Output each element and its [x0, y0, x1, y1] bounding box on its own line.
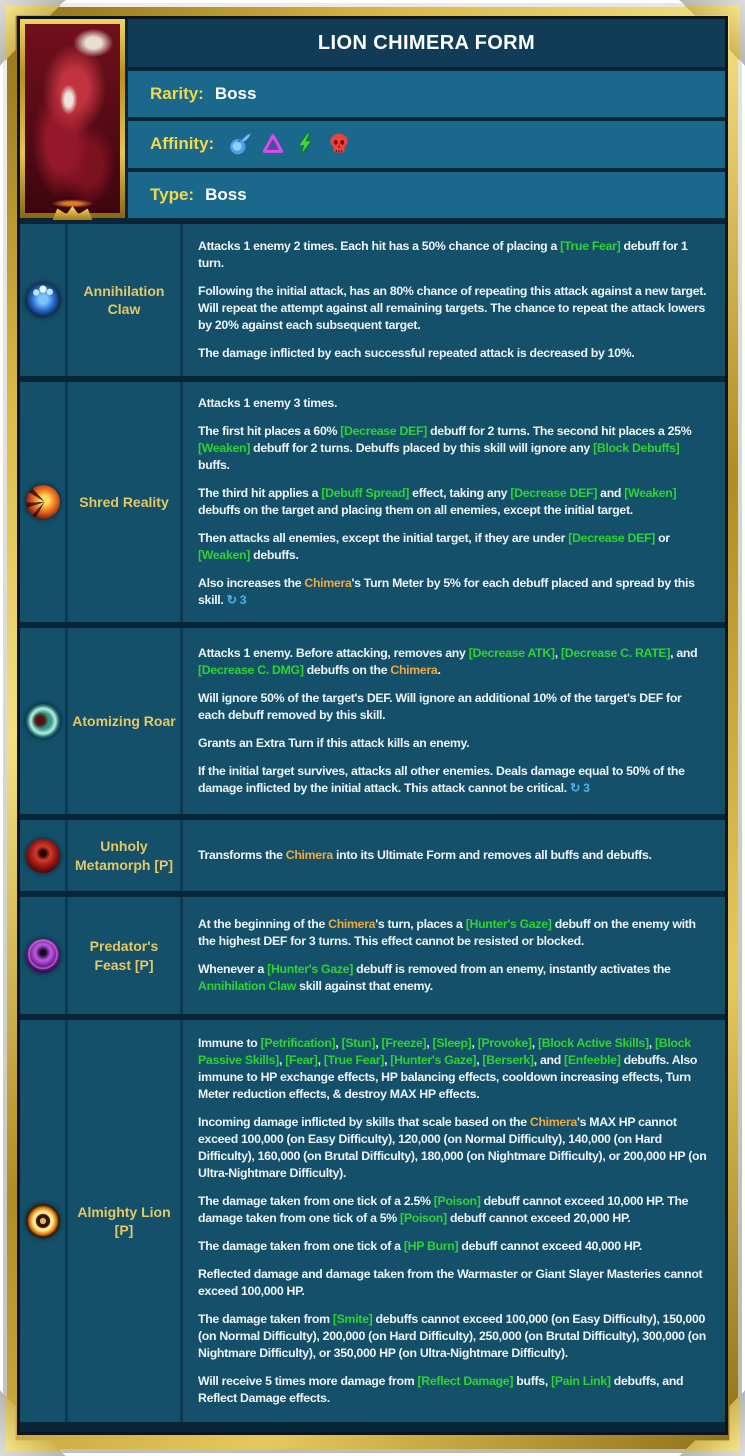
text-segment: Then attacks all enemies, except the initial target, if they are under	[198, 531, 569, 545]
text-segment: [Smite]	[332, 1312, 373, 1326]
skill-paragraph	[198, 1035, 707, 1103]
type-row	[128, 172, 725, 218]
skill-name: Shred Reality	[79, 493, 169, 510]
atomizing-roar-icon	[26, 704, 60, 738]
text-segment: [Debuff Spread]	[321, 486, 410, 500]
unholy-metamorph-icon	[26, 839, 60, 873]
affinity-spirit-lightning-icon	[293, 131, 319, 157]
affinity-row	[128, 121, 725, 167]
text-segment: The damage taken from one tick of a 2.5%	[198, 1194, 434, 1208]
skill-icon-cell	[20, 1020, 65, 1422]
text-segment: debuffs on the	[303, 663, 391, 677]
text-segment: 's Turn Meter by 5% for each debuff placed and spread by this skill.	[198, 576, 695, 607]
text-segment: Chimera	[328, 917, 376, 931]
skill-row	[20, 820, 725, 891]
text-segment: [Sleep]	[432, 1036, 472, 1050]
text-segment: debuff cannot exceed 10,000 HP. The damage taken from one tick of a 5%	[198, 1194, 689, 1225]
skill-name-cell	[68, 897, 180, 1014]
text-segment: ,	[476, 1053, 483, 1067]
text-segment: [Stun]	[341, 1036, 376, 1050]
skill-name-cell	[68, 224, 180, 376]
text-segment: debuff cannot exceed 20,000 HP.	[446, 1211, 631, 1225]
text-segment: , and	[533, 1053, 565, 1067]
text-segment: ,	[471, 1036, 478, 1050]
skill-paragraph	[198, 690, 707, 724]
page-title: LION CHIMERA FORM	[317, 31, 536, 54]
skill-paragraph	[198, 345, 707, 362]
info-card	[20, 19, 725, 1432]
text-segment: ,	[335, 1036, 342, 1050]
text-segment: skill against that enemy.	[296, 979, 433, 993]
cooldown-indicator: ↻ 3	[227, 593, 247, 607]
rarity-value: Boss	[214, 84, 257, 104]
text-segment: debuffs on the target and placing them on all enemies, except the initial target.	[198, 503, 633, 517]
affinity-void-skull-icon	[326, 131, 352, 157]
rarity-label: Rarity:	[150, 84, 204, 104]
skill-paragraph	[198, 530, 707, 564]
text-segment: buffs.	[198, 458, 230, 472]
skill-description	[183, 820, 725, 891]
chimera-artwork	[25, 24, 120, 213]
text-segment: debuff for 2 turns. Debuffs placed by this skill will ignore any	[250, 441, 594, 455]
skill-icon-cell	[20, 820, 65, 891]
skill-name-cell	[68, 628, 180, 814]
text-segment: Grants an Extra Turn if this attack kills an enemy.	[198, 736, 470, 750]
text-segment: or	[654, 531, 670, 545]
text-segment: [Freeze]	[381, 1036, 427, 1050]
skill-paragraph	[198, 735, 707, 752]
text-segment: Chimera	[285, 848, 333, 862]
skill-icon-cell	[20, 628, 65, 814]
text-segment: [True Fear]	[560, 239, 621, 253]
rarity-row	[128, 71, 725, 117]
text-segment: debuffs cannot exceed 100,000 (on Easy Difficulty), 150,000 (on Normal Difficulty), 200,000 (on Hard Difficulty), 250,000 (on Brutal Difficulty), 300,000 (on Nightmare Difficulty), or 350,000 HP (on Ultra-Nightmare Difficulty).	[198, 1312, 706, 1360]
skill-name-cell	[68, 820, 180, 891]
text-segment: [Decrease DEF]	[510, 486, 598, 500]
skill-description	[183, 224, 725, 376]
text-segment: The third hit applies a	[198, 486, 322, 500]
skill-name: Atomizing Roar	[72, 712, 176, 729]
skill-icon-cell	[20, 897, 65, 1014]
skill-paragraph	[198, 1311, 707, 1362]
text-segment: [Weaken]	[198, 441, 251, 455]
text-segment: effect, taking any	[409, 486, 511, 500]
text-segment: ,	[384, 1053, 391, 1067]
text-segment: [Decrease ATK]	[468, 646, 555, 660]
text-segment: [Block Passive Skills]	[198, 1036, 691, 1067]
text-segment: [Reflect Damage]	[417, 1374, 514, 1388]
text-segment: [Decrease C. DMG]	[198, 663, 304, 677]
skill-description	[183, 1020, 725, 1422]
text-segment: into its Ultimate Form and removes all buffs and debuffs.	[332, 848, 652, 862]
skill-description	[183, 382, 725, 622]
shred-reality-icon	[26, 485, 60, 519]
text-segment: 's MAX HP cannot exceed 100,000 (on Easy Difficulty), 120,000 (on Normal Difficulty), 140,000 (on Hard Difficulty), 160,000 (on Brutal Difficulty), 180,000 (on Nightmare Difficulty), or 200,000 HP (on Ultra-Nightmare Difficulty).	[198, 1115, 707, 1180]
affinity-magic-fireball-icon	[227, 131, 253, 157]
text-segment: [Pain Link]	[551, 1374, 611, 1388]
text-segment: At the beginning of the	[198, 917, 329, 931]
affinity-icon-group	[227, 131, 352, 157]
skill-paragraph	[198, 1266, 707, 1300]
text-segment: [Hunter's Gaze]	[390, 1053, 477, 1067]
skill-paragraph	[198, 1114, 707, 1182]
text-segment: ,	[278, 1053, 286, 1067]
text-segment: If the initial target survives, attacks all other enemies. Deals damage equal to 50% of the damage inflicted by the initial attack. This attack cannot be critical.	[198, 764, 685, 795]
text-segment: debuffs. Also immune to HP exchange effects, HP balancing effects, cooldown increasing effects, Turn Meter reduction effects, & destroy MAX HP effects.	[198, 1053, 698, 1101]
text-segment: [Poison]	[433, 1194, 481, 1208]
skill-row	[20, 897, 725, 1014]
skill-description	[183, 897, 725, 1014]
text-segment: Immune to	[198, 1036, 261, 1050]
skill-paragraph	[198, 395, 707, 412]
text-segment: [Weaken]	[624, 486, 677, 500]
almighty-lion-icon	[26, 1204, 60, 1238]
text-segment: [Hunter's Gaze]	[267, 962, 354, 976]
skill-paragraph	[198, 238, 707, 272]
text-segment: Will ignore 50% of the target's DEF. Will ignore an additional 10% of the target's DEF for each debuff removed by this skill.	[198, 691, 682, 722]
skill-paragraph	[198, 423, 707, 474]
skill-name-cell	[68, 382, 180, 622]
text-segment: ,	[317, 1053, 324, 1067]
header-bands	[128, 19, 725, 218]
skill-paragraph	[198, 847, 707, 864]
text-segment: .	[437, 663, 441, 677]
text-segment: [Weaken]	[198, 548, 251, 562]
skill-paragraph	[198, 763, 707, 797]
type-value: Boss	[205, 184, 247, 204]
text-segment: [Decrease DEF]	[340, 424, 427, 438]
skill-paragraph	[198, 1238, 707, 1255]
text-segment: Annihilation Claw	[198, 979, 297, 993]
text-segment: debuffs, and Reflect Damage effects.	[198, 1374, 684, 1405]
text-segment: 's turn, places a	[375, 917, 466, 931]
text-segment: Chimera	[390, 663, 438, 677]
text-segment: Attacks 1 enemy 3 times.	[198, 396, 338, 410]
text-segment: [Decrease DEF]	[568, 531, 655, 545]
skill-icon-cell	[20, 382, 65, 622]
skill-row	[20, 224, 725, 376]
text-segment: Chimera	[529, 1115, 577, 1129]
text-segment: [Block Debuffs]	[593, 441, 680, 455]
skill-paragraph	[198, 916, 707, 950]
skill-name: Unholy Metamorph [P]	[75, 838, 173, 873]
text-segment: [Provoke]	[477, 1036, 532, 1050]
text-segment: , and	[670, 646, 698, 660]
text-segment: ,	[426, 1036, 433, 1050]
skills-table	[20, 224, 725, 1422]
text-segment: The first hit places a 60%	[198, 424, 341, 438]
skill-name-cell	[68, 1020, 180, 1422]
text-segment: [True Fear]	[323, 1053, 385, 1067]
text-segment: debuff for 1 turn.	[198, 239, 688, 270]
type-label: Type:	[150, 184, 195, 204]
skill-paragraph	[198, 961, 707, 995]
text-segment: [Fear]	[285, 1053, 318, 1067]
text-segment: buffs,	[513, 1374, 552, 1388]
text-segment: Also increases the	[198, 576, 305, 590]
text-segment: [Petrification]	[260, 1036, 336, 1050]
text-segment: Will receive 5 times more damage from	[198, 1374, 418, 1388]
text-segment: debuff cannot exceed 40,000 HP.	[458, 1239, 642, 1253]
text-segment: ,	[554, 646, 561, 660]
text-segment: Incoming damage inflicted by skills that scale based on the	[198, 1115, 530, 1129]
skill-name: Predator's Feast [P]	[89, 938, 159, 973]
title-band	[128, 19, 725, 67]
skill-row	[20, 1020, 725, 1422]
affinity-label: Affinity:	[150, 134, 215, 154]
text-segment: [Block Active Skills]	[537, 1036, 649, 1050]
text-segment: ,	[531, 1036, 538, 1050]
text-segment: Whenever a	[198, 962, 268, 976]
cooldown-indicator: ↻ 3	[570, 781, 590, 795]
text-segment: Reflected damage and damage taken from the Warmaster or Giant Slayer Masteries cannot exceed 100,000 HP.	[198, 1267, 703, 1298]
text-segment: ,	[375, 1036, 382, 1050]
skill-paragraph	[198, 1373, 707, 1407]
skill-description	[183, 628, 725, 814]
text-segment: debuff on the enemy with the highest DEF for 3 turns. This effect cannot be resisted or blocked.	[198, 917, 696, 948]
header-section	[20, 19, 725, 218]
skill-paragraph	[198, 575, 707, 609]
skill-name: Annihilation Claw	[83, 282, 165, 317]
text-segment: Following the initial attack, has an 80% chance of repeating this attack against a new target. Will repeat the attempt against all remaining targets. The chance to repeat the attack lowers by 20% against each subsequent target.	[198, 284, 707, 332]
text-segment: Attacks 1 enemy 2 times. Each hit has a 50% chance of placing a	[198, 239, 561, 253]
skill-paragraph	[198, 485, 707, 519]
skill-paragraph	[198, 283, 707, 334]
text-segment: Transforms the	[198, 848, 286, 862]
text-segment: The damage taken from	[198, 1312, 333, 1326]
text-segment: [Poison]	[400, 1211, 447, 1225]
annihilation-claw-icon	[26, 283, 60, 317]
text-segment: and	[597, 486, 625, 500]
skill-icon-cell	[20, 224, 65, 376]
text-segment: The damage taken from one tick of a	[198, 1239, 404, 1253]
text-segment: The damage inflicted by each successful repeated attack is decreased by 10%.	[198, 346, 635, 360]
text-segment: Attacks 1 enemy. Before attacking, removes any	[198, 646, 469, 660]
text-segment: [HP Burn]	[403, 1239, 459, 1253]
text-segment: debuff is removed from an enemy, instantly activates the	[353, 962, 671, 976]
skill-paragraph	[198, 645, 707, 679]
skill-name: Almighty Lion [P]	[77, 1203, 171, 1238]
text-segment: debuffs.	[250, 548, 299, 562]
text-segment: Chimera	[304, 576, 352, 590]
skill-row	[20, 628, 725, 814]
boss-portrait	[20, 19, 125, 218]
skill-row	[20, 382, 725, 622]
affinity-force-triangle-icon	[260, 131, 286, 157]
skill-paragraph	[198, 1193, 707, 1227]
text-segment: [Berserk]	[482, 1053, 534, 1067]
text-segment: debuff for 2 turns. The second hit places a 25%	[426, 424, 692, 438]
text-segment: [Hunter's Gaze]	[465, 917, 552, 931]
predators-feast-icon	[26, 939, 60, 973]
text-segment: ,	[648, 1036, 655, 1050]
text-segment: [Enfeeble]	[564, 1053, 621, 1067]
text-segment: [Decrease C. RATE]	[560, 646, 671, 660]
